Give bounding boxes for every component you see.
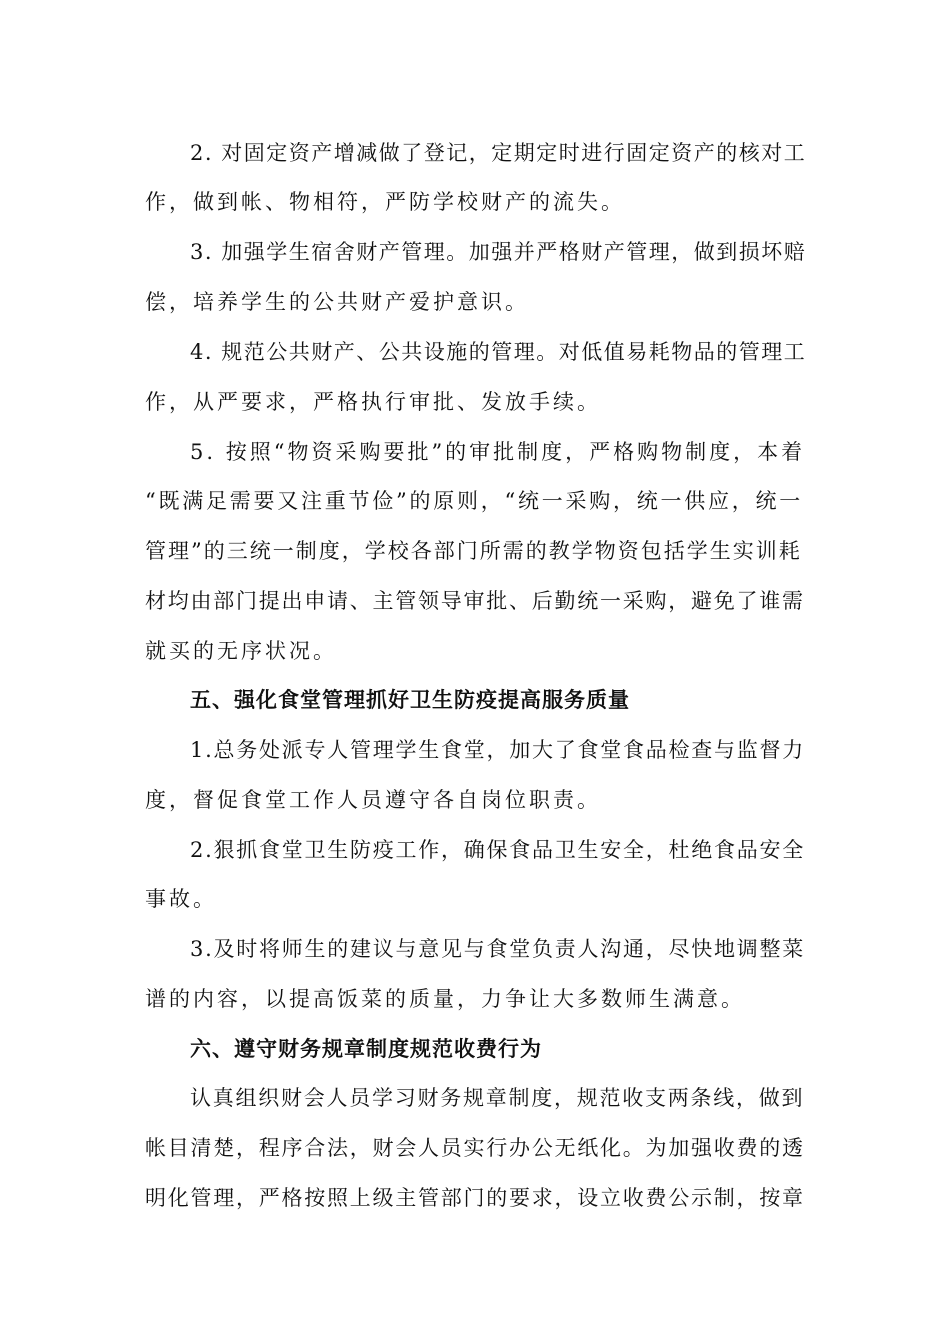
paragraph-line: 认真组织财会人员学习财务规章制度，规范收支两条线，做到 [190,1086,805,1110]
paragraph-line: “既满足需要又注重节俭”的原则，“统一采购，统一供应，统一 [145,489,803,513]
paragraph-line: 管理”的三统一制度，学校各部门所需的教学物资包括学生实训耗 [145,539,802,563]
paragraph-line: 作，从严要求，严格执行审批、发放手续。 [145,390,601,414]
paragraph-line: 3. 加强学生宿舍财产管理。加强并严格财产管理，做到损坏赔 [190,240,807,264]
paragraph-line: 偿，培养学生的公共财产爱护意识。 [145,290,529,314]
paragraph-line: 就买的无序状况。 [145,639,337,663]
paragraph-line: 5. 按照“物资采购要批”的审批制度，严格购物制度，本着 [190,440,806,464]
paragraph-line: 4. 规范公共财产、公共设施的管理。对低值易耗物品的管理工 [190,340,807,364]
paragraph-line: 谱的内容，以提高饭菜的质量，力争让大多数师生满意。 [145,987,745,1011]
paragraph-line: 材均由部门提出申请、主管领导审批、后勤统一采购，避免了谁需 [145,589,805,613]
paragraph-line: 明化管理，严格按照上级主管部门的要求，设立收费公示制，按章 [145,1186,805,1210]
paragraph-line: 3.及时将师生的建议与意见与食堂负责人沟通，尽快地调整菜 [190,937,806,961]
paragraph-line: 事故。 [145,887,217,911]
section-heading: 五、强化食堂管理抓好卫生防疫提高服务质量 [190,688,630,712]
paragraph-line: 度，督促食堂工作人员遵守各自岗位职责。 [145,788,601,812]
paragraph-line: 2. 对固定资产增减做了登记，定期定时进行固定资产的核对工 [190,141,807,165]
paragraph-line: 1.总务处派专人管理学生食堂，加大了食堂食品检查与监督力 [190,738,806,762]
section-heading: 六、遵守财务规章制度规范收费行为 [190,1037,542,1061]
paragraph-line: 作，做到帐、物相符，严防学校财产的流失。 [145,190,625,214]
paragraph-line: 帐目清楚，程序合法，财会人员实行办公无纸化。为加强收费的透 [145,1136,805,1160]
paragraph-line: 2.狠抓食堂卫生防疫工作，确保食品卫生安全，杜绝食品安全 [190,838,806,862]
